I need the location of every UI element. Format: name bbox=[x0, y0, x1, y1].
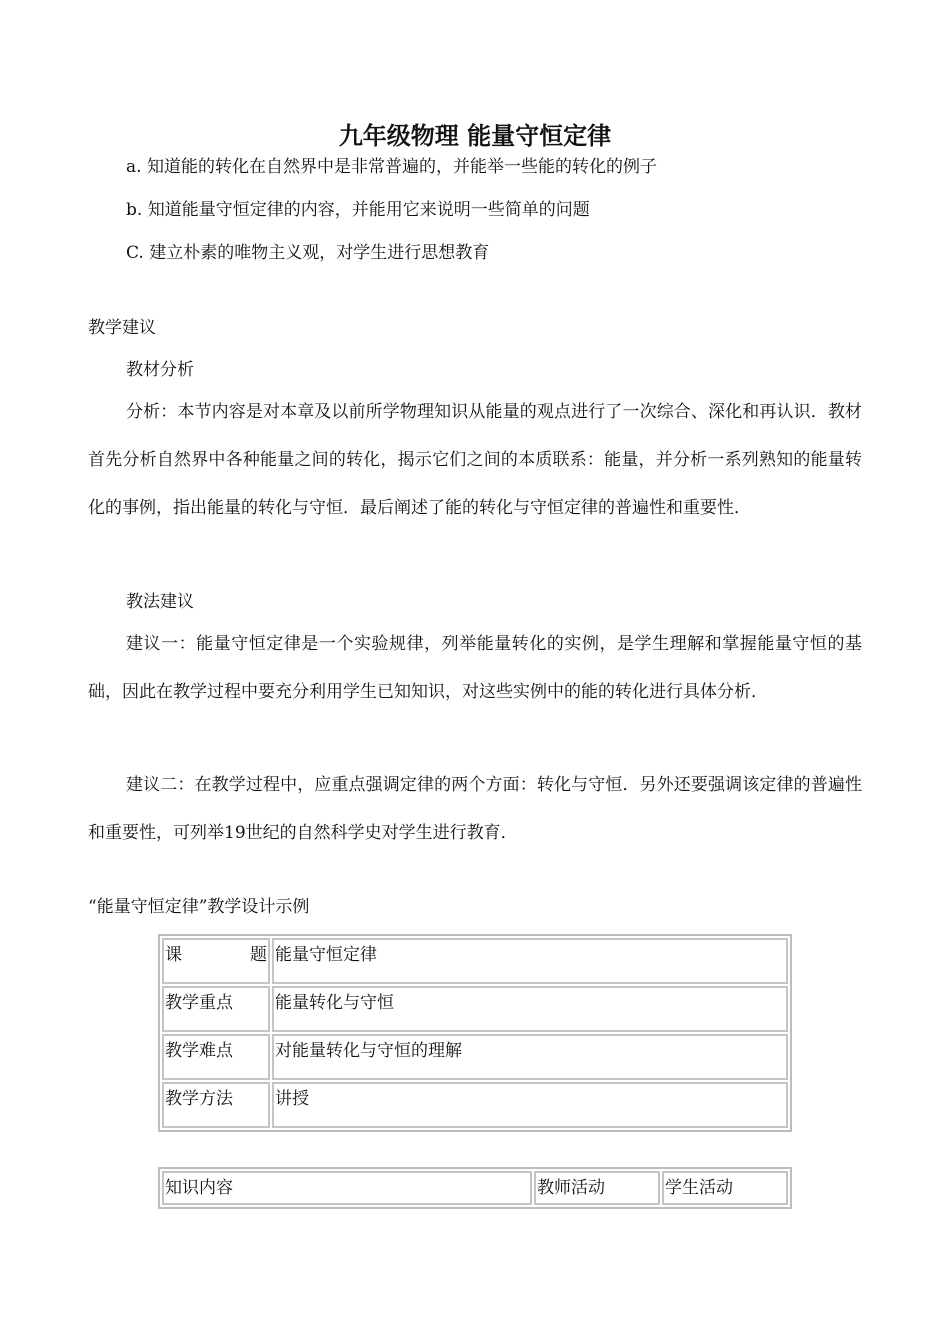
suggestion-two-paragraph: 建议二：在教学过程中，应重点强调定律的两个方面：转化与守恒．另外还要强调该定律的普遍性和重要性，可列举19世纪的自然科学史对学生进行教育． bbox=[88, 775, 862, 843]
subheading-material-analysis: 教材分析 bbox=[126, 360, 194, 380]
activity-table bbox=[158, 1167, 792, 1209]
topic-label-part-1: 课 bbox=[165, 945, 182, 965]
row-label-key-point: 教学重点 bbox=[162, 986, 270, 1032]
subheading-teaching-method: 教法建议 bbox=[126, 592, 194, 612]
table-row bbox=[162, 1082, 788, 1128]
objective-c: C. 建立朴素的唯物主义观，对学生进行思想教育 bbox=[126, 243, 490, 263]
table-header-row bbox=[162, 1171, 788, 1205]
table-row bbox=[162, 986, 788, 1032]
material-analysis-paragraph: 分析：本节内容是对本章及以前所学物理知识从能量的观点进行了一次综合、深化和再认识．教材首先分析自然界中各种能量之间的转化，揭示它们之间的本质联系：能量，并分析一系列熟知的能量转化的事例，指出能量的转化与守恒．最后阐述了能的转化与守恒定律的普遍性和重要性． bbox=[88, 402, 862, 518]
table-row bbox=[162, 1034, 788, 1080]
document-title: 九年级物理 能量守恒定律 bbox=[338, 121, 612, 150]
design-example-heading: “能量守恒定律”教学设计示例 bbox=[88, 897, 310, 917]
header-teacher-activity: 教师活动 bbox=[534, 1171, 660, 1205]
table-row bbox=[162, 938, 788, 984]
row-value-method: 讲授 bbox=[272, 1082, 788, 1128]
header-student-activity: 学生活动 bbox=[662, 1171, 788, 1205]
row-label-method: 教学方法 bbox=[162, 1082, 270, 1128]
row-label-topic bbox=[162, 938, 270, 984]
objective-a: a. 知道能的转化在自然界中是非常普遍的，并能举一些能的转化的例子 bbox=[126, 157, 657, 177]
lesson-info-table bbox=[158, 934, 792, 1132]
row-value-key-point: 能量转化与守恒 bbox=[272, 986, 788, 1032]
row-label-difficulty: 教学难点 bbox=[162, 1034, 270, 1080]
topic-label-part-2: 题 bbox=[250, 945, 267, 965]
header-knowledge-content: 知识内容 bbox=[162, 1171, 532, 1205]
suggestion-one-paragraph: 建议一：能量守恒定律是一个实验规律，列举能量转化的实例，是学生理解和掌握能量守恒的基础，因此在教学过程中要充分利用学生已知知识，对这些实例中的能的转化进行具体分析． bbox=[88, 634, 862, 702]
section-heading-teaching-suggestions: 教学建议 bbox=[88, 318, 156, 338]
objective-b: b. 知道能量守恒定律的内容，并能用它来说明一些简单的问题 bbox=[126, 200, 590, 220]
row-value-topic: 能量守恒定律 bbox=[272, 938, 788, 984]
row-value-difficulty: 对能量转化与守恒的理解 bbox=[272, 1034, 788, 1080]
